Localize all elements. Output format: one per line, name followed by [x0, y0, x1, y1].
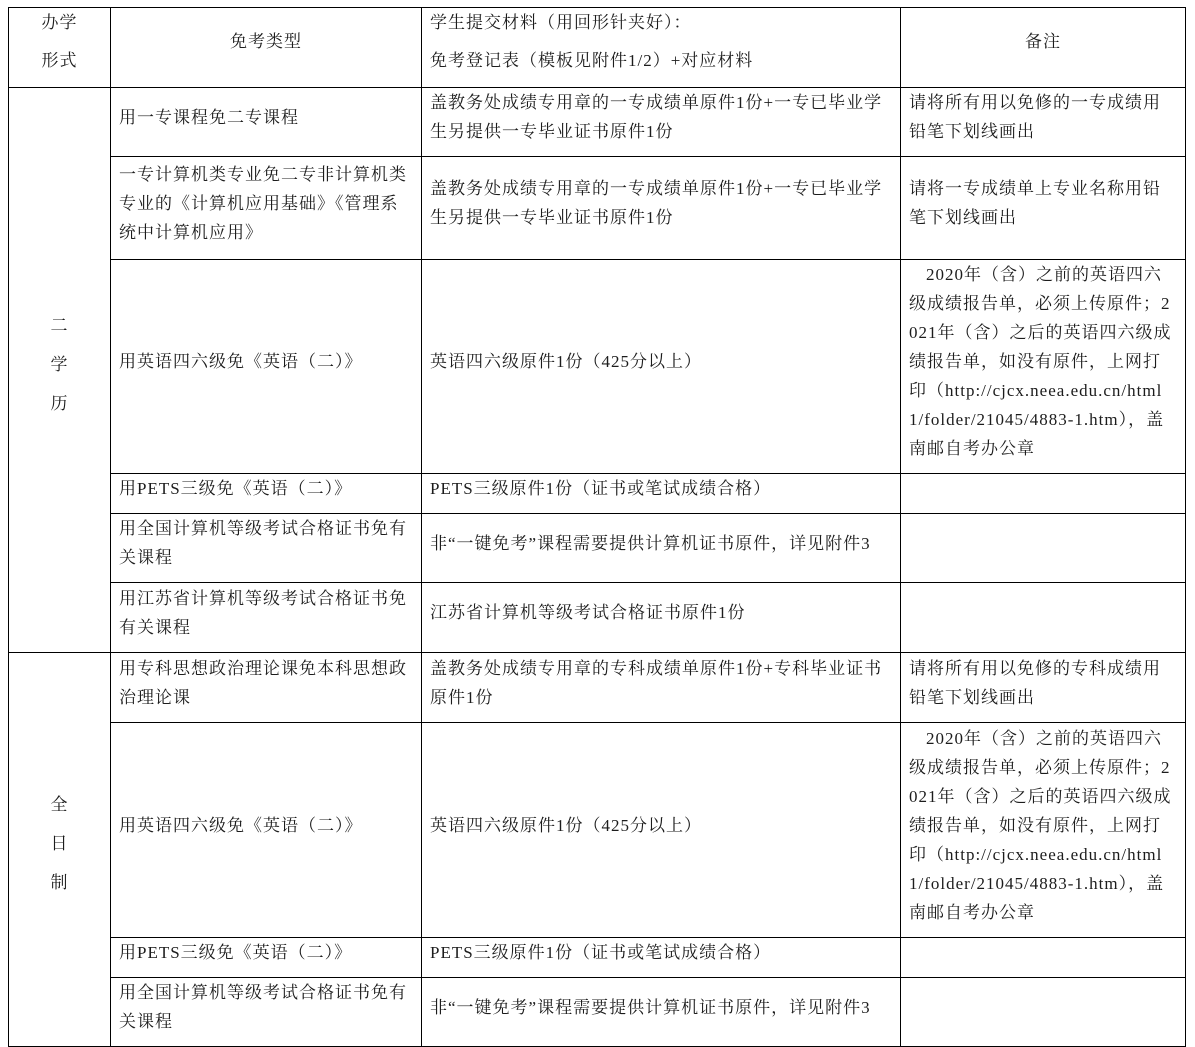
- materials-cell: 英语四六级原件1份（425分以上）: [422, 260, 901, 474]
- remarks-cell: 请将所有用以免修的专科成绩用铅笔下划线画出: [901, 653, 1186, 723]
- remarks-cell: 请将所有用以免修的一专成绩用铅笔下划线画出: [901, 88, 1186, 157]
- exemption-type-cell: 用PETS三级免《英语（二）》: [111, 938, 422, 978]
- study-mode-cell: [9, 88, 111, 653]
- exemption-type-cell: 用江苏省计算机等级考试合格证书免有关课程: [111, 583, 422, 653]
- remarks-cell-empty: [901, 514, 1186, 583]
- table-row: [9, 514, 1186, 583]
- header-exemption-type-label: 免考类型: [230, 31, 302, 51]
- header-row: [9, 8, 1186, 88]
- exemption-type-cell: 用专科思想政治理论课免本科思想政治理论课: [111, 653, 422, 723]
- table-row: [9, 653, 1186, 723]
- study-mode-cell: [9, 653, 111, 1047]
- materials-cell: PETS三级原件1份（证书或笔试成绩合格）: [422, 938, 901, 978]
- remarks-cell-empty: [901, 938, 1186, 978]
- materials-cell: PETS三级原件1份（证书或笔试成绩合格）: [422, 474, 901, 514]
- exemption-type-cell: 用全国计算机等级考试合格证书免有关课程: [111, 978, 422, 1047]
- exemption-table: [8, 7, 1186, 1047]
- materials-cell: 盖教务处成绩专用章的一专成绩单原件1份+一专已毕业学生另提供一专毕业证书原件1份: [422, 157, 901, 260]
- table-row: [9, 583, 1186, 653]
- table-row: [9, 474, 1186, 514]
- exemption-type-cell: 用PETS三级免《英语（二）》: [111, 474, 422, 514]
- study-mode-label: 全日制: [50, 795, 69, 892]
- table-row: [9, 157, 1186, 260]
- exemption-type-cell: 用全国计算机等级考试合格证书免有关课程: [111, 514, 422, 583]
- remarks-cell: 2020年（含）之前的英语四六级成绩报告单，必须上传原件；2021年（含）之后的英语四六级成绩报告单，如没有原件，上网打印（http://cjcx.neea.edu.cn/html1/folder/21045/4883-1.htm），盖南邮自考办公章: [901, 260, 1186, 474]
- materials-cell: 非“一键免考”课程需要提供计算机证书原件，详见附件3: [422, 514, 901, 583]
- remarks-cell-empty: [901, 583, 1186, 653]
- study-mode-label: 二学历: [50, 315, 69, 413]
- header-exemption-type: [111, 8, 422, 88]
- exemption-type-cell: 用英语四六级免《英语（二）》: [111, 260, 422, 474]
- remarks-cell: 2020年（含）之前的英语四六级成绩报告单，必须上传原件；2021年（含）之后的英语四六级成绩报告单，如没有原件，上网打印（http://cjcx.neea.edu.cn/html1/folder/21045/4883-1.htm），盖南邮自考办公章: [901, 723, 1186, 938]
- header-study-mode-label: 办学形式: [41, 12, 78, 70]
- header-study-mode: [9, 8, 111, 88]
- header-materials: [422, 8, 901, 88]
- exemption-type-cell: 用一专课程免二专课程: [111, 88, 422, 157]
- materials-cell: 盖教务处成绩专用章的专科成绩单原件1份+专科毕业证书原件1份: [422, 653, 901, 723]
- table-row: [9, 938, 1186, 978]
- table-row: [9, 978, 1186, 1047]
- header-remarks-label: 备注: [1025, 31, 1061, 51]
- remarks-cell-empty: [901, 474, 1186, 514]
- materials-cell: 非“一键免考”课程需要提供计算机证书原件，详见附件3: [422, 978, 901, 1047]
- table-row: [9, 260, 1186, 474]
- remarks-cell-empty: [901, 978, 1186, 1047]
- materials-cell: 盖教务处成绩专用章的一专成绩单原件1份+一专已毕业学生另提供一专毕业证书原件1份: [422, 88, 901, 157]
- exemption-type-cell: 一专计算机类专业免二专非计算机类专业的《计算机应用基础》《管理系统中计算机应用》: [111, 157, 422, 260]
- table-row: [9, 723, 1186, 938]
- header-materials-line-2: 免考登记表（模板见附件1/2）+对应材料: [430, 50, 754, 70]
- exemption-type-cell: 用英语四六级免《英语（二）》: [111, 723, 422, 938]
- header-materials-label: [430, 4, 892, 80]
- header-materials-line-1: 学生提交材料（用回形针夹好）：: [430, 12, 692, 32]
- document-page: [8, 7, 1186, 1047]
- header-remarks: [901, 8, 1186, 88]
- materials-cell: 江苏省计算机等级考试合格证书原件1份: [422, 583, 901, 653]
- remarks-cell: 请将一专成绩单上专业名称用铅笔下划线画出: [901, 157, 1186, 260]
- table-row: [9, 88, 1186, 157]
- materials-cell: 英语四六级原件1份（425分以上）: [422, 723, 901, 938]
